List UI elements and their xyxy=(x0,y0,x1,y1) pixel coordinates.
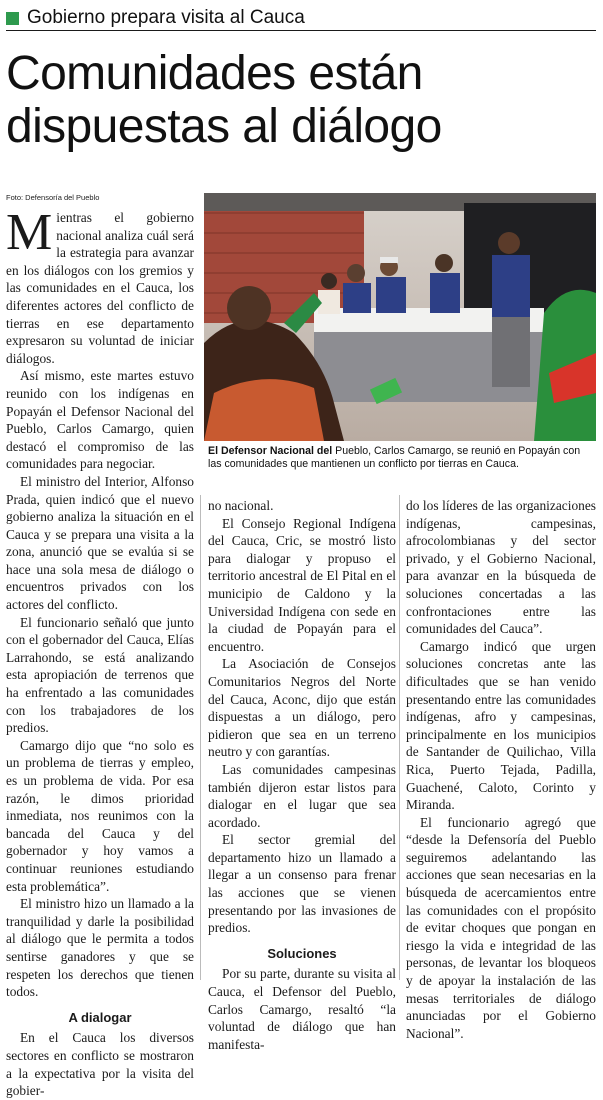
article-paragraph: El funcionario agregó que “desde la Defensoría del Pueblo seguiremos adelantando las acciones que sean necesarias en la búsqueda de acercamientos entre las comunidades con el propósito de evitar choques que pongan en riesgo la vida e integridad de las personas, de levantar los bloqueos y de apoyar la instalación de las mesas territoriales de diálogo anunciadas por el Gobierno Nacional”. xyxy=(406,814,596,1041)
column-divider xyxy=(399,495,400,980)
green-square-icon xyxy=(6,12,19,25)
article-paragraph: Camargo dijo que “no solo es un problema de tierras y empleo, es un problema de vida. Por esa razón, le dimos prioridad inmediata, nos reunimos con la bancada del Cauca y del gobernador y hoy vamos a continuar reuniones estudiando esta problemática”. xyxy=(6,737,194,894)
photo-caption xyxy=(208,445,596,472)
drop-cap: M xyxy=(6,204,53,261)
article-paragraph: El funcionario señaló que junto con el gobernador del Cauca, Elías Larrahondo, se está analizando esta apropiación de terrenos que ha enfrentado a las comunidades con los trabajadores de los predios. xyxy=(6,614,194,736)
meeting-photo-illustration xyxy=(204,193,596,441)
section-kicker xyxy=(6,6,596,31)
headline xyxy=(6,47,602,153)
article-paragraph: La Asociación de Consejos Comunitarios Negros del Norte del Cauca, Aconc, dijo que están dispuestas a un diálogo, pero pidieron que sea en un terreno neutro y con garantías. xyxy=(208,656,396,760)
headline-line-2: dispuestas al diálogo xyxy=(6,100,442,153)
headline-line-1: Comunidades están xyxy=(6,47,423,100)
photo-caption-lead: El Defensor Nacional del xyxy=(208,445,333,457)
kicker-text: Gobierno prepara visita al Cauca xyxy=(27,7,305,28)
article-paragraph: Por su parte, durante su visita al Cauca, el Defensor del Pueblo, Carlos Camargo, resaltó “la voluntad de diálogo que han manifesta- xyxy=(208,966,396,1052)
article-paragraph: El ministro del Interior, Alfonso Prada, quien indicó que el nuevo gobierno analiza la situación en el Cauca y se prepara una visita a la zona, anunció que se evalúa si se hace una sola mesa de diálogo o encuentros privados con los actores del conflicto. xyxy=(6,473,194,613)
article-paragraph xyxy=(6,204,194,367)
article-paragraph: Camargo indicó que urgen soluciones concretas ante las dificultades que se han venido presentando entre las comunidades indígenas, afro y campesinas, principalmente en los municipios de Santander de Quilichao, Villa Rica, Puerto Tejada, Padilla, Guachené, Caloto, Corinto y Miranda. xyxy=(406,638,596,813)
article-paragraph: El ministro hizo un llamado a la tranquilidad y darle la posibilidad al diálogo que le permita a todos sentirse ganadores y que se respeten los derechos que tienen todos. xyxy=(6,896,194,1000)
article-paragraph: do los líderes de las organizaciones indígenas, campesinas, afrocolombianas y del sector privado, y el Gobierno Nacional, para avanzar en la búsqueda de soluciones concertadas a las confrontaciones entre las comunidades del Cauca”. xyxy=(406,498,596,637)
meeting-photo xyxy=(204,193,596,441)
article-paragraph: no nacional. xyxy=(208,498,274,513)
subheading-a-dialogar: A dialogar xyxy=(68,1009,132,1025)
article-paragraph: En el Cauca los diversos sectores en conflicto se mostraron a la expectativa por la visita del gobier- xyxy=(6,1030,194,1099)
article-paragraph: Las comunidades campesinas también dijeron estar listos para dialogar en el lugar que sea acordado. xyxy=(208,761,396,830)
photo-credit: Foto: Defensoría del Pueblo xyxy=(6,193,100,202)
article-column-3 xyxy=(406,497,596,1042)
article-column-1 xyxy=(6,204,194,1100)
article-paragraph: El sector gremial del departamento hizo un llamado a llegar a un consenso para frenar las acciones que se vienen presentando por las invasiones de predios. xyxy=(208,832,396,936)
photo-caption-text: Pueblo, Carlos Camargo, se reunió en Popayán con las comunidades que mantienen un conflicto por tierras en Cauca. xyxy=(208,445,581,471)
article-paragraph: Así mismo, este martes estuvo reunido con los indígenas en Popayán el Defensor Nacional del Pueblo, Carlos Camargo, quien destacó el compromiso de las comunidades para negociar. xyxy=(6,368,194,472)
paragraph-text: ientras el gobierno nacional analiza cuál será la estrategia para avanzar en los diálogos con los gremios y las comunidades en el Cauca, los diferentes actores del conflicto de tierras en ese departamento expresaron su voluntad de iniciar diálogos. xyxy=(6,210,194,366)
article-column-2 xyxy=(208,497,396,1053)
column-divider xyxy=(200,495,201,980)
article-paragraph: El Consejo Regional Indígena del Cauca, Cric, se mostró listo para dialogar y propuso el territorio ancestral de El Pital en el municipio de Caldono y la Universidad Indígena con sede en la ciudad de Popayán para el encuentro. xyxy=(208,515,396,654)
subheading-soluciones: Soluciones xyxy=(267,945,337,961)
